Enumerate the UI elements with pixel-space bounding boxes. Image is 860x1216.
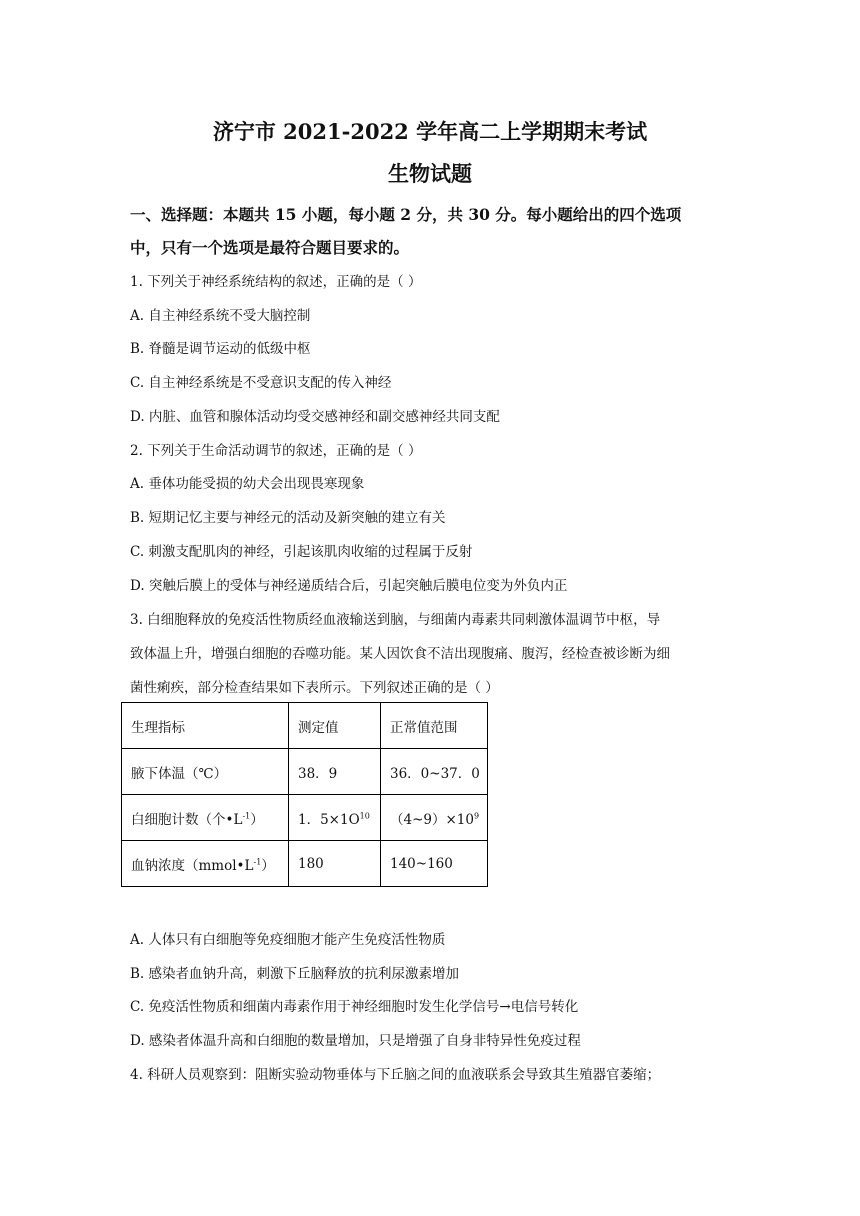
table-row [122, 795, 488, 841]
table-cell: 36．0~37．0 [381, 749, 488, 795]
table-header-row [122, 703, 488, 749]
exam-subtitle: 生物试题 [388, 161, 472, 186]
exam-title: 济宁市 2021-2022 学年高二上学期期末考试 [212, 119, 648, 144]
question-3-option-b: B. 感染者血钠升高，刺激下丘脑释放的抗利尿激素增加 [130, 966, 460, 982]
table-cell [381, 795, 488, 841]
table-cell [289, 795, 381, 841]
question-3-option-d: D. 感染者体温升高和白细胞的数量增加，只是增强了自身非特异性免疫过程 [130, 1033, 581, 1049]
cell-text: ） [261, 857, 275, 874]
question-3-option-a: A. 人体只有白细胞等免疫细胞才能产生免疫活性物质 [130, 932, 446, 948]
question-1-option-d: D. 内脏、血管和腺体活动均受交感神经和副交感神经共同支配 [130, 409, 500, 425]
table-cell: 腋下体温（℃） [122, 749, 289, 795]
table-cell: 180 [289, 841, 381, 887]
measurement-table [121, 702, 488, 887]
table-cell [122, 795, 289, 841]
cell-text: （4~9）×10 [390, 811, 474, 828]
table-cell: 140~160 [381, 841, 488, 887]
superscript: 9 [473, 811, 480, 820]
question-1-option-a: A. 自主神经系统不受大脑控制 [130, 308, 311, 324]
superscript: -1 [242, 811, 251, 820]
question-2-stem: 2. 下列关于生命活动调节的叙述，正确的是（ ） [130, 443, 422, 459]
question-1-option-b: B. 脊髓是调节运动的低级中枢 [130, 341, 311, 357]
question-1-stem: 1. 下列关于神经系统结构的叙述，正确的是（ ） [130, 274, 422, 290]
question-2-option-c: C. 刺激支配肌肉的神经，引起该肌肉收缩的过程属于反射 [130, 544, 473, 560]
cell-text: 血钠浓度（mmol•L [131, 857, 254, 874]
table-row [122, 841, 488, 887]
question-3-stem-line-3: 菌性痢疾，部分检查结果如下表所示。下列叙述正确的是（ ） [130, 680, 499, 696]
table-header-cell: 正常值范围 [381, 703, 488, 749]
table-header-cell: 测定值 [289, 703, 381, 749]
table-header-cell: 生理指标 [122, 703, 289, 749]
superscript: 10 [359, 811, 370, 820]
table-cell: 38．9 [289, 749, 381, 795]
cell-text: 1．5×1O [298, 811, 360, 828]
question-1-option-c: C. 自主神经系统是不受意识支配的传入神经 [130, 375, 392, 391]
question-3-stem-line-1: 3. 白细胞释放的免疫活性物质经血液输送到脑，与细菌内毒素共同刺激体温调节中枢，导 [130, 612, 661, 628]
question-2-option-d: D. 突触后膜上的受体与神经递质结合后，引起突触后膜电位变为外负内正 [130, 578, 568, 594]
question-2-option-a: A. 垂体功能受损的幼犬会出现畏寒现象 [130, 476, 365, 492]
table-cell [122, 841, 289, 887]
section-heading-line-2: 中，只有一个选项是最符合题目要求的。 [130, 238, 410, 257]
table-row [122, 749, 488, 795]
section-heading-line-1: 一、选择题：本题共 15 小题，每小题 2 分，共 30 分。每小题给出的四个选项 [130, 205, 682, 224]
cell-text: ） [250, 811, 264, 828]
question-2-option-b: B. 短期记忆主要与神经元的活动及新突触的建立有关 [130, 510, 446, 526]
superscript: -1 [253, 857, 262, 866]
cell-text: 白细胞计数（个•L [131, 811, 243, 828]
question-3-option-c: C. 免疫活性物质和细菌内毒素作用于神经细胞时发生化学信号→电信号转化 [130, 999, 579, 1015]
question-4-stem: 4. 科研人员观察到：阻断实验动物垂体与下丘脑之间的血液联系会导致其生殖器官萎缩； [130, 1067, 661, 1083]
question-3-stem-line-2: 致体温上升，增强白细胞的吞噬功能。某人因饮食不洁出现腹痛、腹泻，经检查被诊断为细 [130, 646, 670, 662]
